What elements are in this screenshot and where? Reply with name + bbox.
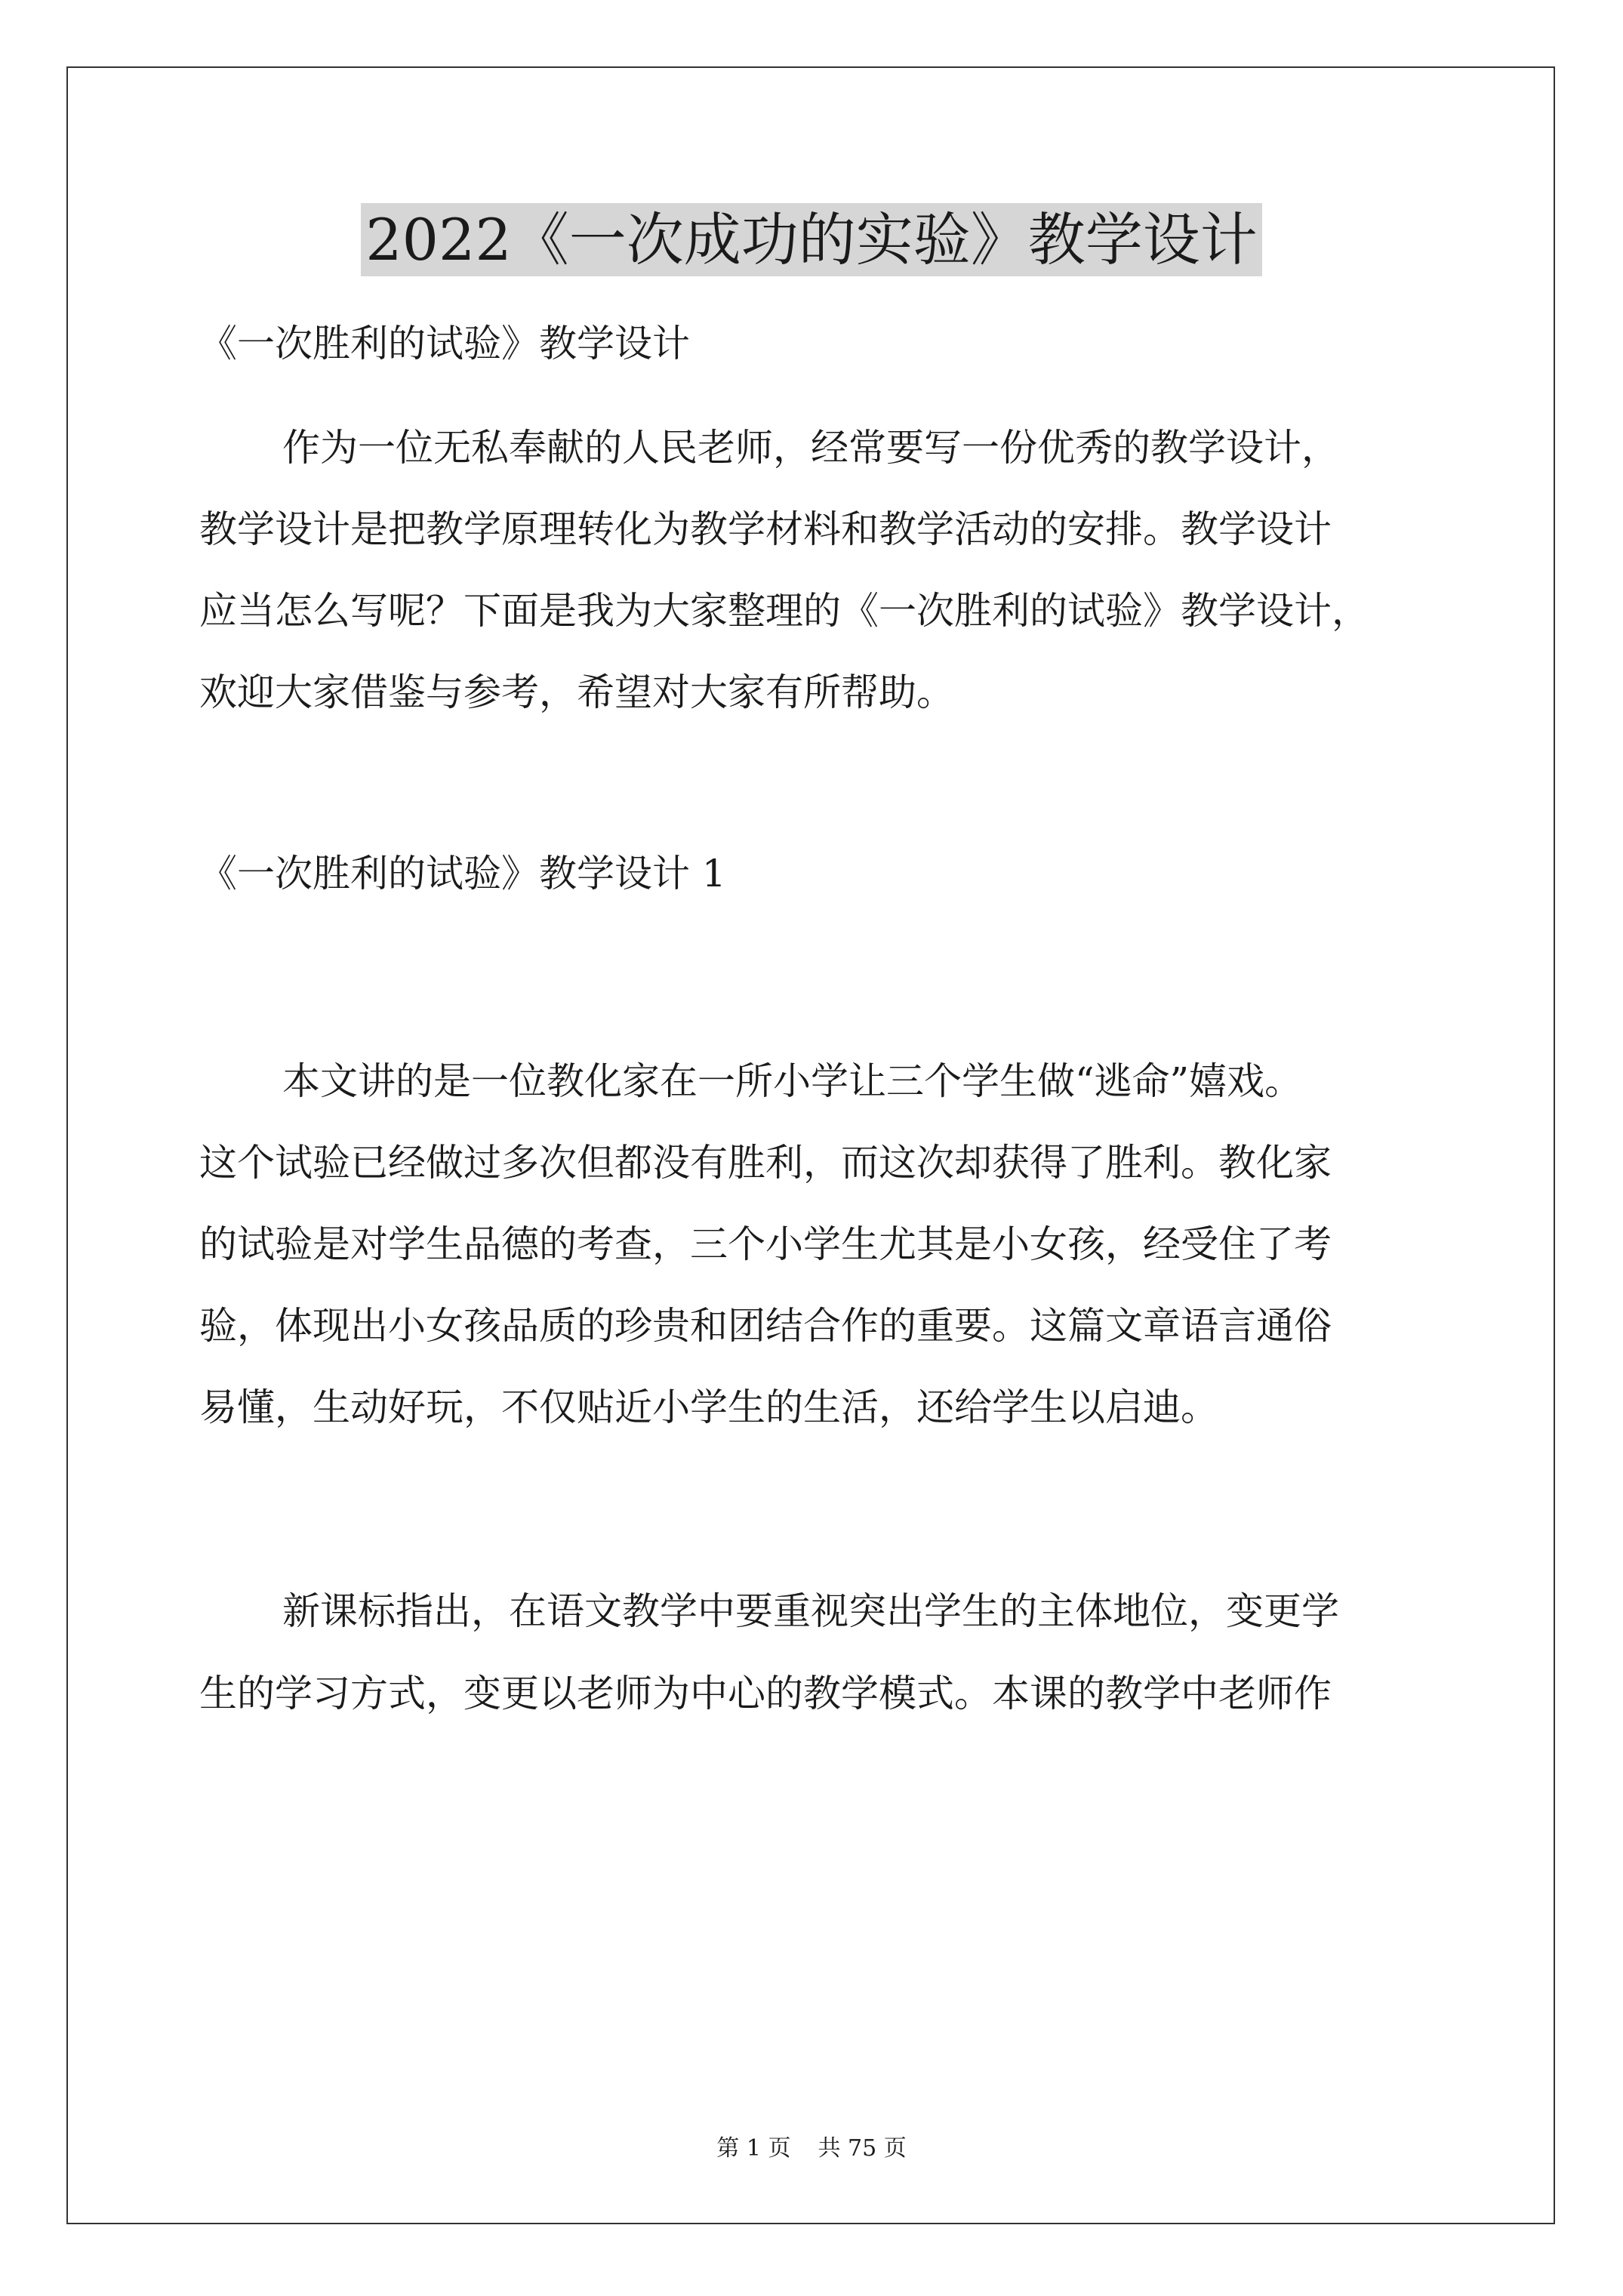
- paragraph-line: 的试验是对学生品德的考查，三个小学生尤其是小女孩，经受住了考: [199, 1222, 1332, 1266]
- document-subtitle: 《一次胜利的试验》教学设计: [199, 322, 690, 365]
- intro-line: 应当怎么写呢？下面是我为大家整理的《一次胜利的试验》教学设计，: [199, 589, 1369, 633]
- section-heading: 《一次胜利的试验》教学设计 1: [199, 852, 726, 895]
- intro-line: 欢迎大家借鉴与参考，希望对大家有所帮助。: [199, 670, 954, 714]
- page-number-current: 第 1 页: [716, 2135, 791, 2162]
- document-title: 2022《一次成功的实验》教学设计: [0, 202, 1623, 278]
- paragraph-line: 验，体现出小女孩品质的珍贵和团结合作的重要。这篇文章语言通俗: [199, 1304, 1332, 1348]
- page-number-total: 共 75 页: [818, 2135, 907, 2162]
- intro-line: 作为一位无私奉献的人民老师，经常要写一份优秀的教学设计，: [282, 426, 1339, 470]
- paragraph-line: 本文讲的是一位教化家在一所小学让三个学生做“逃命”嬉戏。: [282, 1059, 1303, 1103]
- paragraph-line: 生的学习方式，变更以老师为中心的教学模式。本课的教学中老师作: [199, 1672, 1332, 1715]
- paragraph-line: 新课标指出，在语文教学中要重视突出学生的主体地位，变更学: [282, 1589, 1339, 1633]
- paragraph-line: 易懂，生动好玩，不仅贴近小学生的生活，还给学生以启迪。: [199, 1385, 1218, 1429]
- intro-line: 教学设计是把教学原理转化为教学材料和教学活动的安排。教学设计: [199, 507, 1332, 551]
- page-footer: [0, 2134, 1623, 2164]
- paragraph-line: 这个试验已经做过多次但都没有胜利，而这次却获得了胜利。教化家: [199, 1141, 1332, 1185]
